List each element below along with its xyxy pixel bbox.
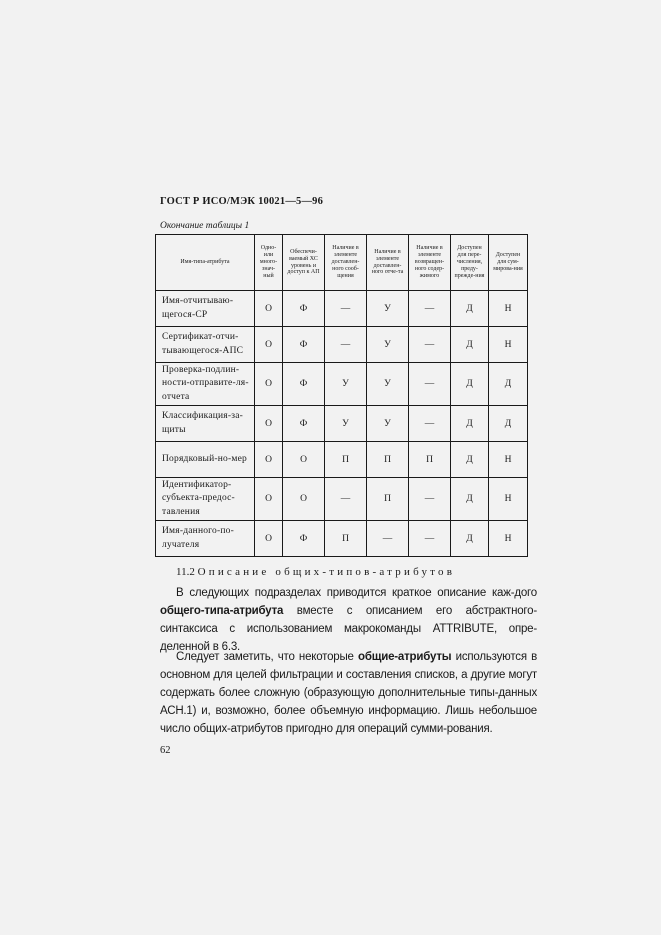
table-cell: —	[325, 478, 367, 521]
table-cell: У	[367, 291, 409, 327]
table-cell: П	[409, 442, 451, 478]
paragraph-bold-term: общие-атрибуты	[358, 651, 452, 663]
table-cell: Ф	[283, 291, 325, 327]
table-cell: Д	[451, 363, 489, 406]
table-cell: О	[255, 363, 283, 406]
attribute-name-cell: Проверка-подлин-ности-отправите-ля-отчета	[156, 363, 255, 406]
attributes-table	[155, 234, 528, 557]
table-row	[156, 291, 528, 327]
table-cell: О	[283, 478, 325, 521]
section-heading	[176, 566, 455, 578]
column-header: Доступен для пере-числения, преду-прежде-ния	[451, 235, 489, 291]
table-cell: П	[325, 521, 367, 557]
table-cell: —	[409, 291, 451, 327]
attribute-name-cell: Имя-данного-по-лучателя	[156, 521, 255, 557]
document-header: ГОСТ Р ИСО/МЭК 10021—5—96	[160, 196, 324, 207]
table-cell: П	[367, 478, 409, 521]
table-row	[156, 406, 528, 442]
table-cell: У	[367, 406, 409, 442]
attribute-name-cell: Имя-отчитываю-щегося-СР	[156, 291, 255, 327]
table-cell: П	[325, 442, 367, 478]
table-cell: Д	[451, 478, 489, 521]
column-header: Наличие в элементе доставлен-ного сооб-щения	[325, 235, 367, 291]
attribute-name-cell: Порядковый-но-мер	[156, 442, 255, 478]
paragraph	[160, 584, 537, 656]
table-cell: Ф	[283, 406, 325, 442]
table-cell: —	[325, 327, 367, 363]
table-cell: Д	[451, 327, 489, 363]
table-row	[156, 521, 528, 557]
table-cell: П	[367, 442, 409, 478]
table-cell: О	[255, 291, 283, 327]
table-cell: —	[409, 327, 451, 363]
table-cell: Н	[489, 478, 528, 521]
table-cell: О	[255, 406, 283, 442]
table-caption: Окончание таблицы 1	[160, 221, 250, 231]
paragraph-text: В следующих подразделах приводится краткое описание каж-дого	[176, 587, 537, 599]
table-cell: Н	[489, 442, 528, 478]
table-cell: У	[367, 363, 409, 406]
paragraph-text: вместе с описанием его абстрактного-синтаксиса с использованием макрокоманды ATTRIBUTE, опре-деленной в 6.3.	[160, 605, 537, 653]
table-cell: Д	[451, 291, 489, 327]
table-row	[156, 442, 528, 478]
column-header: Имя-типа-атрибута	[156, 235, 255, 291]
table-cell: Д	[451, 442, 489, 478]
table-cell: —	[409, 521, 451, 557]
table-cell: Н	[489, 521, 528, 557]
column-header: Наличие в элементе возвращен-ного содер-жимого	[409, 235, 451, 291]
table-cell: Д	[451, 521, 489, 557]
table-cell: Д	[489, 363, 528, 406]
section-number: 11.2	[176, 566, 195, 578]
table-row	[156, 327, 528, 363]
table-cell: —	[325, 291, 367, 327]
column-header: Наличие в элементе доставлен-ного отче-та	[367, 235, 409, 291]
section-title: Описание общих-типов-атрибутов	[197, 566, 456, 578]
table-cell: Д	[451, 406, 489, 442]
table-cell: О	[283, 442, 325, 478]
table-cell: —	[409, 363, 451, 406]
table-cell: О	[255, 521, 283, 557]
table-cell: —	[367, 521, 409, 557]
table-cell: Н	[489, 327, 528, 363]
attribute-name-cell: Сертификат-отчи-тывающегося-АПС	[156, 327, 255, 363]
table-cell: У	[367, 327, 409, 363]
attribute-name-cell: Классификация-за-щиты	[156, 406, 255, 442]
table-cell: —	[409, 406, 451, 442]
paragraph-bold-term: общего-типа-атрибута	[160, 605, 284, 617]
table-cell: О	[255, 327, 283, 363]
table-cell: Н	[489, 291, 528, 327]
table-cell: Д	[489, 406, 528, 442]
page-number: 62	[160, 745, 171, 756]
table-header-row	[156, 235, 528, 291]
table-cell: Ф	[283, 521, 325, 557]
column-header: Обеспечи-ваемый ХС уровень и доступ к АП	[283, 235, 325, 291]
paragraph-text: Следует заметить, что некоторые	[176, 651, 358, 663]
table-cell: У	[325, 363, 367, 406]
attribute-name-cell: Идентификатор-субъекта-предос-тавления	[156, 478, 255, 521]
paragraph	[160, 648, 537, 738]
table-cell: —	[409, 478, 451, 521]
table-cell: Ф	[283, 363, 325, 406]
table-row	[156, 478, 528, 521]
table-cell: О	[255, 442, 283, 478]
table-cell: Ф	[283, 327, 325, 363]
column-header: Доступен для сум-мирова-ния	[489, 235, 528, 291]
paragraph-text: используются в основном для целей фильтрации и составления списков, а другие могут содержать более сложную (образующую дополнительные типы-данных АСН.1) и, возможно, более объемную информацию. Лишь небольшое число общих-атрибутов пригодно для операций сумми-рования.	[160, 651, 537, 735]
column-header: Одно-или много-знач-ный	[255, 235, 283, 291]
table-cell: У	[325, 406, 367, 442]
table-cell: О	[255, 478, 283, 521]
table-row	[156, 363, 528, 406]
